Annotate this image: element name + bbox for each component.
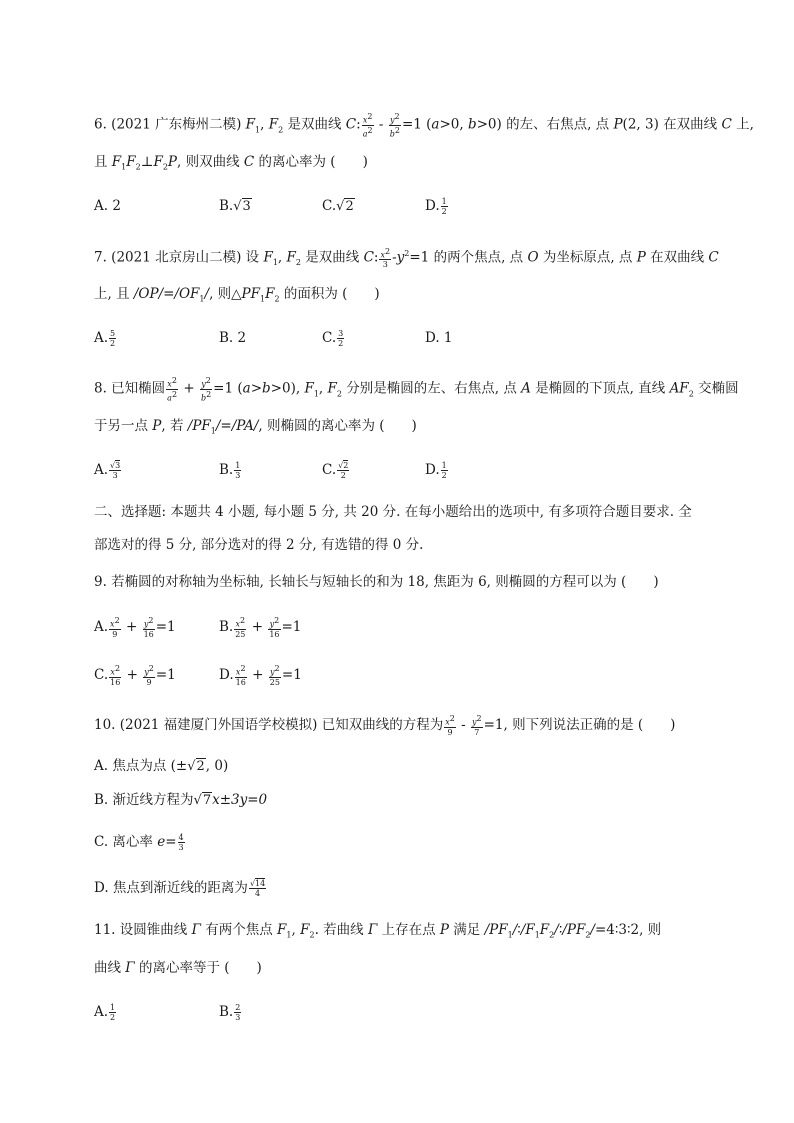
frac-x2-a2: $\frac{x^2}{a^2}$ <box>167 376 178 403</box>
q7-option-a <box>94 328 117 348</box>
q8-option-b <box>219 460 242 480</box>
frac <box>234 1003 241 1022</box>
numerator: 1 <box>235 461 241 470</box>
q7-stem-line1: 7. (2021 北京房山二模) 设 $F_1$, $F_2$ 是双曲线 C: $\frac{x^2}{3}$ $-y^2=1$ 的两个焦点, 点 O 为坐标原点, 点 P 在双曲线 C <box>94 246 719 270</box>
q6-source: 6. (2021 广东梅州二模) <box>94 116 246 133</box>
q8-option-d <box>425 460 449 480</box>
q6-text: =1 ( <box>401 116 432 133</box>
q8-option-c <box>322 460 350 480</box>
q8-option-c-label: C. <box>322 462 337 478</box>
sqrt-symbol: √7 <box>193 793 212 808</box>
q9-option-b-label: B. <box>219 618 234 635</box>
q8-option-d-label: D. <box>425 462 440 478</box>
q7-option-a-label: A. <box>94 330 109 346</box>
frac-sqrt3-3: $\frac{√3}{3}$ <box>110 461 121 480</box>
q8-text: 交椭圆 <box>693 380 739 397</box>
q7-option-d: D. 1 <box>425 330 453 346</box>
q9-stem: 9. 若椭圆的对称轴为坐标轴, 长轴长与短轴长的和为 18, 焦距为 6, 则椭圆的方程可以为 ( ) <box>94 574 659 590</box>
q9-option-d-label: D. <box>219 666 234 683</box>
q7-option-c-label: C. <box>322 330 337 346</box>
radicand: 2 <box>345 199 354 214</box>
denominator: 2 <box>441 471 447 480</box>
frac <box>441 461 448 480</box>
q10-option-a-text: , 0) <box>205 758 229 774</box>
q7-text: 上, 且 <box>94 286 134 302</box>
q6-text: (2, 3) 在双曲线 <box>622 116 722 133</box>
numerator: 5 <box>110 329 116 338</box>
q11-option-a-label: A. <box>94 1004 109 1020</box>
q6-stem-line1: 6. (2021 广东梅州二模) $F_1$, $F_2$ 是双曲线 C: $\frac{x^2}{a^2}$ - $\frac{y^2}{b^2}$ =1 (a>0, b>0) 的左、右焦点, 点 P(2, 3) 在双曲线 C 上, <box>94 112 754 139</box>
q6-option-d-label: D. <box>425 198 440 214</box>
q10-option-a-text: A. 焦点为点 (± <box>94 758 188 774</box>
q9-option-b: B. $\frac{x^2}{25}$ + $\frac{y^2}{16}$ =1 <box>219 616 302 639</box>
q11-text: . 若曲线 <box>314 922 368 938</box>
q11-stem-line1: 11. 设圆锥曲线 Γ 有两个焦点 $F_1$, $F_2$. 若曲线 Γ 上存在点 P 满足 $/PF_1/∶/F_1F_2/∶/PF_2/=4∶3∶2$, 则 <box>94 922 662 940</box>
q7-text: 是双曲线 <box>300 249 364 266</box>
q7-text: 为坐标原点, 点 <box>538 249 637 266</box>
q11-text: 曲线 <box>94 960 126 976</box>
q11-text: 11. 设圆锥曲线 <box>94 922 192 938</box>
section2-heading-line1: 二、选择题: 本题共 4 小题, 每小题 5 分, 共 20 分. 在每小题给出的选项中, 有多项符合题目要求. 全 <box>94 504 692 520</box>
q11-stem-line2: 曲线 Γ 的离心率等于 ( ) <box>94 960 262 976</box>
denominator: 2 <box>338 339 344 348</box>
q6-option-b-label: B. <box>219 198 234 214</box>
q8-text: 是椭圆的下顶点, 直线 <box>530 380 670 397</box>
q10-option-d <box>94 878 267 898</box>
numerator: 2 <box>235 1003 241 1012</box>
q9-option-d: D. $\frac{x^2}{16}$ + $\frac{y^2}{25}$ =1 <box>219 664 302 687</box>
q11-text: 满足 <box>449 922 485 938</box>
q11-option-b <box>219 1002 242 1022</box>
frac-y2-16: $\frac{y^2}{16}$ <box>269 616 280 639</box>
sqrt-symbol: √3 <box>233 199 251 214</box>
frac-y2-16: $\frac{y^2}{16}$ <box>143 616 154 639</box>
radicand: 3 <box>242 199 251 214</box>
q7-text: =1 的两个焦点, 点 <box>409 249 528 266</box>
q8-text: ), <box>290 380 305 397</box>
q6-option-d <box>425 196 449 216</box>
q6-stem-line2: 且 $F_1F_2\perp F_2P$, 则双曲线 C 的离心率为 ( ) <box>94 154 368 172</box>
denominator: 3 <box>235 1013 241 1022</box>
q8-text: , 则椭圆的离心率为 ( ) <box>258 418 417 434</box>
q8-text: =1 ( <box>213 380 243 397</box>
frac-x2-3: $\frac{x^2}{3}$ <box>380 246 391 270</box>
q11-option-a <box>94 1002 117 1022</box>
q11-text: 上存在点 <box>377 922 440 938</box>
q8-stem-line1: 8. 已知椭圆 $\frac{x^2}{a^2}$ + $\frac{y^2}{b^2}$ =1 (a>b>0), $F_1$, $F_2$ 分别是椭圆的左、右焦点, 点 A 是椭圆的下顶点, 直线 $AF_2$ 交椭圆 <box>94 376 739 403</box>
q10-option-d-text: D. 焦点到渐近线的距离为 <box>94 880 248 896</box>
q10-text: =1, 则下列说法正确的是 ( ) <box>483 716 676 733</box>
q6-text: , 则双曲线 <box>177 154 244 170</box>
q7-stem-line2: 上, 且 $/OP/=/OF_1/$, 则$\triangle PF_1F_2$ 的面积为 ( ) <box>94 286 380 304</box>
q8-text: , 若 <box>161 418 188 434</box>
q8-option-b-label: B. <box>219 462 234 478</box>
frac-y2-7: $\frac{y^2}{7}$ <box>472 714 482 737</box>
q6-text: 且 <box>94 154 112 170</box>
frac-x2-9: $\frac{x^2}{9}$ <box>110 616 120 639</box>
q6-option-b <box>219 196 252 217</box>
q7-text: 7. (2021 北京房山二模) 设 <box>94 249 264 266</box>
q6-text: 上, <box>731 116 754 133</box>
q8-option-a <box>94 460 122 480</box>
q11-option-b-label: B. <box>219 1004 234 1020</box>
q6-option-c <box>322 196 355 217</box>
numerator: 3 <box>338 329 344 338</box>
q10-option-b <box>94 790 267 811</box>
q10-stem: 10. (2021 福建厦门外国语学校模拟) 已知双曲线的方程为 $\frac{x^2}{9}$ - $\frac{y^2}{7}$ =1, 则下列说法正确的是 ( ) <box>94 714 676 737</box>
q6-option-a: A. 2 <box>94 198 121 214</box>
q10-option-b-equation: x±3y=0 <box>212 792 268 808</box>
sqrt-symbol: √2 <box>336 199 354 214</box>
q11-text: 有两个焦点 <box>200 922 278 938</box>
q8-option-a-label: A. <box>94 462 109 478</box>
numerator: 1 <box>110 1003 116 1012</box>
q8-text: 于另一点 <box>94 418 153 434</box>
frac-x2-16: $\frac{x^2}{16}$ <box>110 664 121 687</box>
q7-option-b: B. 2 <box>219 330 247 346</box>
q8-text: 分别是椭圆的左、右焦点, 点 <box>341 380 522 397</box>
denominator: 2 <box>110 339 116 348</box>
denominator: 2 <box>110 1013 116 1022</box>
q11-text: 的离心率等于 ( ) <box>134 960 262 976</box>
denominator: 3 <box>235 471 241 480</box>
frac-x2-16: $\frac{x^2}{16}$ <box>235 664 246 687</box>
numerator: 1 <box>441 461 447 470</box>
frac <box>234 461 241 480</box>
denominator: 2 <box>441 207 447 216</box>
frac-x2-25: $\frac{x^2}{25}$ <box>235 616 246 639</box>
frac <box>109 1003 116 1022</box>
q10-option-a <box>94 756 228 777</box>
q10-option-b-text: B. 渐近线方程为 <box>94 792 194 808</box>
frac-4-3: $\frac{4}{3}$ <box>178 833 184 852</box>
q8-text: 8. 已知椭圆 <box>94 380 166 397</box>
q7-text: 在双曲线 <box>645 249 709 266</box>
frac-y2-b2: $\frac{y^2}{b^2}$ <box>200 376 212 403</box>
frac <box>337 329 344 348</box>
frac-y2-b2: $\frac{y^2}{b^2}$ <box>389 112 400 139</box>
section2-heading-line2: 部选对的得 5 分, 部分选对的得 2 分, 有选错的得 0 分. <box>94 537 424 553</box>
q7-text: , 则△ <box>209 286 242 302</box>
q6-text: 是双曲线 <box>287 116 346 133</box>
sqrt-symbol: √2 <box>187 759 205 774</box>
q10-option-c: C. 离心率 e= $\frac{4}{3}$ <box>94 833 184 852</box>
frac-sqrt2-2: $\frac{√2}{2}$ <box>338 461 349 480</box>
q9-option-a: A. $\frac{x^2}{9}$ + $\frac{y^2}{16}$ =1 <box>94 616 176 639</box>
q9-option-a-label: A. <box>94 618 109 635</box>
q8-stem-line2: 于另一点 P, 若 $/PF_1/=/PA/$, 则椭圆的离心率为 ( ) <box>94 418 417 436</box>
frac-x2-a2: $\frac{x^2}{a^2}$ <box>362 112 373 139</box>
frac-y2-9: $\frac{y^2}{9}$ <box>144 664 154 687</box>
frac-sqrt14-4: $\frac{√14}{4}$ <box>249 879 266 898</box>
q10-option-c-text: C. 离心率 <box>94 834 158 850</box>
frac-y2-25: $\frac{y^2}{25}$ <box>269 664 280 687</box>
q10-text: 10. (2021 福建厦门外国语学校模拟) 已知双曲线的方程为 <box>94 716 444 733</box>
frac-x2-9: $\frac{x^2}{9}$ <box>445 714 455 737</box>
q7-text: 的面积为 ( ) <box>279 286 380 302</box>
q6-text: 的离心率为 ( ) <box>254 154 368 170</box>
q6-option-c-label: C. <box>322 198 337 214</box>
numerator: 1 <box>441 197 447 206</box>
frac <box>441 197 448 216</box>
frac <box>109 329 116 348</box>
q11-text: =4∶3∶2, 则 <box>594 922 662 938</box>
q7-option-c <box>322 328 345 348</box>
q6-text: ) 的左、右焦点, 点 <box>496 116 614 133</box>
q9-option-c: C. $\frac{x^2}{16}$ + $\frac{y^2}{9}$ =1 <box>94 664 176 687</box>
q9-option-c-label: C. <box>94 666 109 683</box>
